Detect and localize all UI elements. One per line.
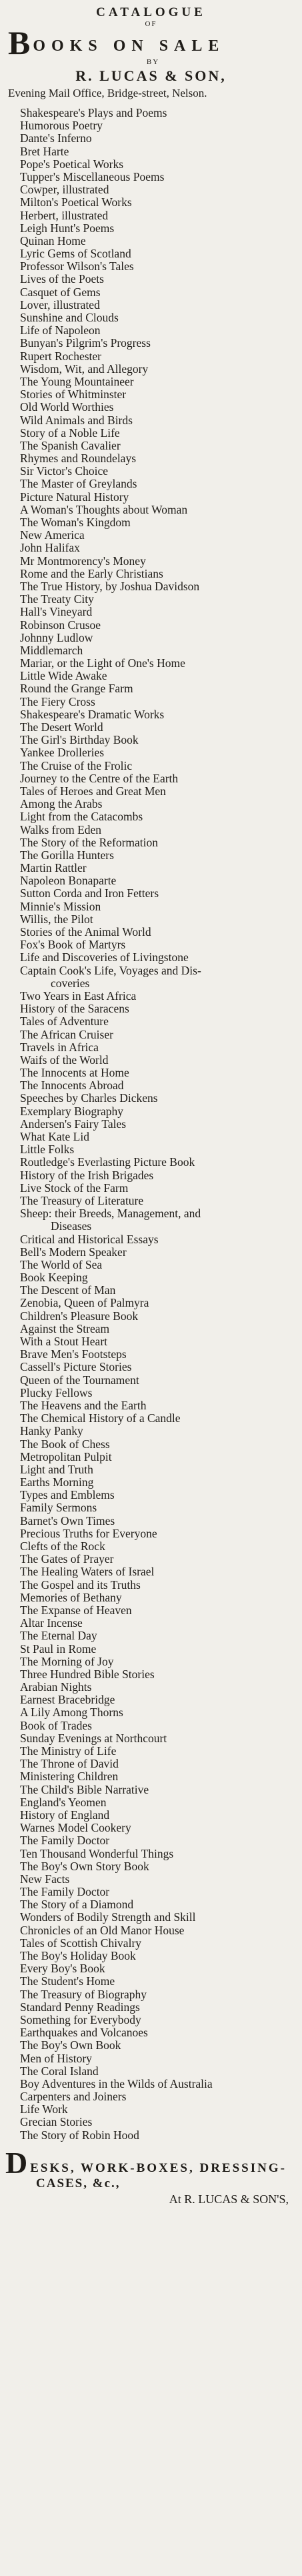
book-title: The Treasury of Literature bbox=[20, 1194, 144, 1207]
book-title: The Boy's Own Story Book bbox=[20, 1860, 149, 1873]
book-title: Middlemarch bbox=[20, 644, 83, 657]
book-title: Travels in Africa bbox=[20, 1041, 99, 1054]
book-title: Little Wide Awake bbox=[20, 670, 107, 683]
book-title: Johnny Ludlow bbox=[20, 631, 93, 644]
book-title: The Gospel and its Truths bbox=[20, 1578, 141, 1591]
book-title: Barnet's Own Times bbox=[20, 1514, 115, 1527]
book-title: The Story of the Reformation bbox=[20, 836, 159, 849]
book-title: Tales of Adventure bbox=[20, 1015, 109, 1029]
book-title: Live Stock of the Farm bbox=[20, 1181, 129, 1195]
book-title: The Woman's Kingdom bbox=[20, 516, 131, 529]
book-title: Captain Cook's Life, Voyages and Dis- bbox=[20, 964, 201, 977]
book-title: A Lily Among Thorns bbox=[20, 1706, 123, 1720]
book-title: The Treasury of Biography bbox=[20, 1988, 147, 2001]
book-title: Speeches by Charles Dickens bbox=[20, 1092, 158, 1105]
book-title: The Innocents at Home bbox=[20, 1067, 129, 1080]
book-title: Warnes Model Cookery bbox=[20, 1822, 131, 1835]
book-title: Ten Thousand Wonderful Things bbox=[20, 1847, 174, 1860]
book-title: The Child's Bible Narrative bbox=[20, 1783, 149, 1796]
book-title: The African Cruiser bbox=[20, 1028, 113, 1041]
by-line: BY bbox=[146, 58, 160, 66]
book-title: Something for Everybody bbox=[20, 2013, 141, 2026]
book-title: Book Keeping bbox=[20, 1271, 88, 1285]
book-title: Bunyan's Pilgrim's Progress bbox=[20, 337, 151, 350]
book-title: Three Hundred Bible Stories bbox=[20, 1668, 155, 1681]
book-title: The Desert World bbox=[20, 721, 103, 734]
book-title: Mr Montmorency's Money bbox=[20, 554, 146, 568]
book-title: History of the Saracens bbox=[20, 1003, 129, 1016]
book-title: The Chemical History of a Candle bbox=[20, 1412, 181, 1425]
book-title: Standard Penny Readings bbox=[20, 2000, 140, 2014]
book-title: Rome and the Early Christians bbox=[20, 567, 163, 580]
book-title: New America bbox=[20, 529, 85, 542]
book-title: Life of Napoleon bbox=[20, 324, 101, 338]
book-title: Dante's Inferno bbox=[20, 132, 92, 145]
merchant-address: Evening Mail Office, Bridge-street, Nelson. bbox=[8, 87, 207, 99]
book-title: Shakespeare's Plays and Poems bbox=[20, 107, 167, 119]
book-title: coveries bbox=[51, 977, 90, 990]
book-title: Earthquakes and Volcanoes bbox=[20, 2026, 148, 2040]
book-title: Wild Animals and Birds bbox=[20, 414, 133, 427]
book-title: The Story of Robin Hood bbox=[20, 2128, 139, 2142]
book-title: Leigh Hunt's Poems bbox=[20, 221, 115, 235]
book-title: Andersen's Fairy Tales bbox=[20, 1117, 127, 1131]
book-title: Round the Grange Farm bbox=[20, 682, 133, 696]
book-title: Boy Adventures in the Wilds of Australia bbox=[20, 2077, 213, 2090]
book-title: Pope's Poetical Works bbox=[20, 157, 124, 171]
book-title: Hall's Vineyard bbox=[20, 606, 93, 619]
book-title: Bret Harte bbox=[20, 145, 69, 158]
book-title: The Spanish Cavalier bbox=[20, 439, 121, 452]
book-title: Shakespeare's Dramatic Works bbox=[20, 708, 165, 721]
book-title: The Story of a Diamond bbox=[20, 1898, 134, 1912]
book-title: Minnie's Mission bbox=[20, 900, 101, 913]
book-title: Light and Truth bbox=[20, 1463, 93, 1476]
book-title: Story of a Noble Life bbox=[20, 426, 120, 440]
book-title: Stories of Whitminster bbox=[20, 388, 127, 402]
book-title: Plucky Fellows bbox=[20, 1386, 93, 1399]
book-title: Metropolitan Pulpit bbox=[20, 1450, 112, 1463]
book-title: Lyric Gems of Scotland bbox=[20, 247, 131, 261]
book-title: The Morning of Joy bbox=[20, 1655, 114, 1668]
book-title: Tupper's Miscellaneous Poems bbox=[20, 170, 165, 183]
book-title-list bbox=[20, 107, 293, 2142]
book-title: Milton's Poetical Works bbox=[20, 196, 132, 209]
book-title: Brave Men's Footsteps bbox=[20, 1348, 127, 1361]
drop-cap-b: B bbox=[8, 24, 31, 61]
book-title: Quinan Home bbox=[20, 234, 86, 247]
book-title: Walks from Eden bbox=[20, 823, 102, 836]
drop-cap-d: D bbox=[5, 2145, 28, 2180]
book-title: Tales of Heroes and Great Men bbox=[20, 784, 166, 798]
book-title: The Boy's Own Book bbox=[20, 2039, 121, 2052]
footer-merchant-line: At R. LUCAS & SON'S, bbox=[169, 2192, 289, 2206]
book-title: Napoleon Bonaparte bbox=[20, 874, 117, 888]
book-title: Stories of the Animal World bbox=[20, 926, 151, 938]
book-title: Diseases bbox=[51, 1220, 92, 1233]
book-title: Ministering Children bbox=[20, 1770, 119, 1784]
book-title: St Paul in Rome bbox=[20, 1642, 97, 1656]
book-title: The Descent of Man bbox=[20, 1284, 116, 1297]
book-title: Memories of Bethany bbox=[20, 1591, 122, 1604]
book-title: History of the Irish Brigades bbox=[20, 1169, 154, 1182]
book-title: Sutton Corda and Iron Fetters bbox=[20, 887, 159, 900]
book-title: Waifs of the World bbox=[20, 1053, 109, 1067]
book-title: Men of History bbox=[20, 2052, 92, 2065]
book-title: Critical and Historical Essays bbox=[20, 1233, 159, 1246]
book-title: History of England bbox=[20, 1808, 110, 1822]
book-title: Hanky Panky bbox=[20, 1425, 83, 1438]
book-title: Light from the Catacombs bbox=[20, 810, 143, 824]
book-title: Zenobia, Queen of Palmyra bbox=[20, 1297, 149, 1310]
book-title: The Ministry of Life bbox=[20, 1745, 117, 1758]
book-title: Willis, the Pilot bbox=[20, 912, 93, 926]
book-title: Bell's Modern Speaker bbox=[20, 1245, 127, 1259]
book-title: Sir Victor's Choice bbox=[20, 465, 109, 478]
book-title: Martin Rattler bbox=[20, 862, 87, 875]
book-title: Wonders of Bodily Strength and Skill bbox=[20, 1911, 196, 1924]
book-title: The Boy's Holiday Book bbox=[20, 1950, 136, 1962]
book-title: New Facts bbox=[20, 1872, 70, 1886]
book-title: Precious Truths for Everyone bbox=[20, 1527, 157, 1540]
book-title: Picture Natural History bbox=[20, 490, 129, 504]
book-title: The Family Doctor bbox=[20, 1886, 110, 1899]
book-title: Casquet of Gems bbox=[20, 285, 101, 299]
book-title: England's Yeomen bbox=[20, 1796, 107, 1809]
book-title: Life and Discoveries of Livingstone bbox=[20, 951, 189, 964]
book-title: Routledge's Everlasting Picture Book bbox=[20, 1156, 195, 1169]
book-title: Earths Morning bbox=[20, 1476, 94, 1489]
book-title: The True History, by Joshua Davidson bbox=[20, 580, 200, 593]
book-title: The Heavens and the Earth bbox=[20, 1399, 147, 1412]
book-title: Robinson Crusoe bbox=[20, 618, 101, 632]
book-title: Fox's Book of Martyrs bbox=[20, 938, 126, 952]
book-title: Book of Trades bbox=[20, 1719, 92, 1732]
book-title: Yankee Drolleries bbox=[20, 746, 105, 760]
book-title: Carpenters and Joiners bbox=[20, 2090, 127, 2104]
catalogue-heading: CATALOGUE bbox=[96, 5, 206, 19]
book-title: The Young Mountaineer bbox=[20, 375, 134, 388]
book-title: Chronicles of an Old Manor House bbox=[20, 1924, 185, 1937]
book-title: Cowper, illustrated bbox=[20, 183, 109, 197]
book-title: Life Work bbox=[20, 2103, 68, 2116]
book-title: Old World Worthies bbox=[20, 401, 114, 414]
book-title: Exemplary Biography bbox=[20, 1105, 124, 1118]
book-title: Professor Wilson's Tales bbox=[20, 260, 134, 273]
book-title: Herbert, illustrated bbox=[20, 209, 109, 222]
book-title: Rhymes and Roundelays bbox=[20, 452, 137, 466]
book-title: The Gorilla Hunters bbox=[20, 848, 114, 862]
book-title: Lover, illustrated bbox=[20, 298, 100, 311]
book-title: A Woman's Thoughts about Woman bbox=[20, 503, 188, 516]
books-on-sale-text: OOKS ON SALE bbox=[33, 37, 225, 55]
book-title: The Healing Waters of Israel bbox=[20, 1565, 155, 1579]
merchant-name: R. LUCAS & SON, bbox=[75, 67, 227, 84]
book-title: Altar Incense bbox=[20, 1617, 83, 1630]
book-title: Rupert Rochester bbox=[20, 350, 101, 363]
book-title: Queen of the Tournament bbox=[20, 1373, 139, 1387]
book-title: The Book of Chess bbox=[20, 1437, 110, 1451]
book-title: Family Sermons bbox=[20, 1501, 97, 1515]
book-title: The Student's Home bbox=[20, 1975, 115, 1988]
footer-cases-line: CASES, &c., bbox=[36, 2176, 121, 2190]
book-title: Cassell's Picture Stories bbox=[20, 1361, 132, 1374]
book-title: Sheep: their Breeds, Management, and bbox=[20, 1207, 201, 1221]
book-title: The Girl's Birthday Book bbox=[20, 734, 139, 747]
book-title: The Throne of David bbox=[20, 1758, 119, 1771]
book-title: Sunday Evenings at Northcourt bbox=[20, 1732, 167, 1745]
book-title: Arabian Nights bbox=[20, 1681, 92, 1694]
book-title: Wisdom, Wit, and Allegory bbox=[20, 362, 149, 376]
book-title: With a Stout Heart bbox=[20, 1335, 108, 1348]
book-title: What Kate Lid bbox=[20, 1131, 89, 1143]
book-title: The Cruise of the Frolic bbox=[20, 759, 133, 772]
book-title: The Expanse of Heaven bbox=[20, 1603, 132, 1617]
book-title: The Family Doctor bbox=[20, 1834, 110, 1848]
book-title: Earnest Bracebridge bbox=[20, 1694, 115, 1707]
book-title: Every Boy's Book bbox=[20, 1962, 105, 1976]
book-title: The Master of Greylands bbox=[20, 478, 137, 491]
book-title: Humorous Poetry bbox=[20, 119, 103, 133]
book-title: Tales of Scottish Chivalry bbox=[20, 1936, 142, 1950]
book-title: Clefts of the Rock bbox=[20, 1540, 105, 1553]
book-title: The Coral Island bbox=[20, 2064, 99, 2078]
book-title: The Treaty City bbox=[20, 593, 94, 606]
of-line: OF bbox=[145, 20, 157, 28]
footer-advert bbox=[5, 2145, 293, 2207]
book-title: Lives of the Poets bbox=[20, 273, 104, 286]
book-title: Among the Arabs bbox=[20, 798, 103, 811]
book-title: Journey to the Centre of the Earth bbox=[20, 772, 179, 785]
book-title: The Innocents Abroad bbox=[20, 1079, 124, 1093]
book-title: Children's Pleasure Book bbox=[20, 1309, 139, 1323]
book-title: The Eternal Day bbox=[20, 1630, 97, 1643]
book-title: Mariar, or the Light of One's Home bbox=[20, 657, 185, 670]
footer-heading-text: ESKS, WORK-BOXES, DRESSING- bbox=[30, 2160, 287, 2175]
book-title: The Fiery Cross bbox=[20, 695, 95, 708]
book-title: The World of Sea bbox=[20, 1258, 103, 1271]
footer-heading bbox=[5, 2145, 293, 2180]
book-title: Against the Stream bbox=[20, 1322, 110, 1335]
book-title: Little Folks bbox=[20, 1143, 75, 1157]
book-title: John Halifax bbox=[20, 542, 80, 555]
book-title: The Gates of Prayer bbox=[20, 1553, 114, 1566]
book-title: Grecian Stories bbox=[20, 2116, 93, 2129]
book-title: Two Years in East Africa bbox=[20, 989, 137, 1003]
book-title: Sunshine and Clouds bbox=[20, 311, 119, 324]
book-title: Types and Emblems bbox=[20, 1489, 115, 1502]
